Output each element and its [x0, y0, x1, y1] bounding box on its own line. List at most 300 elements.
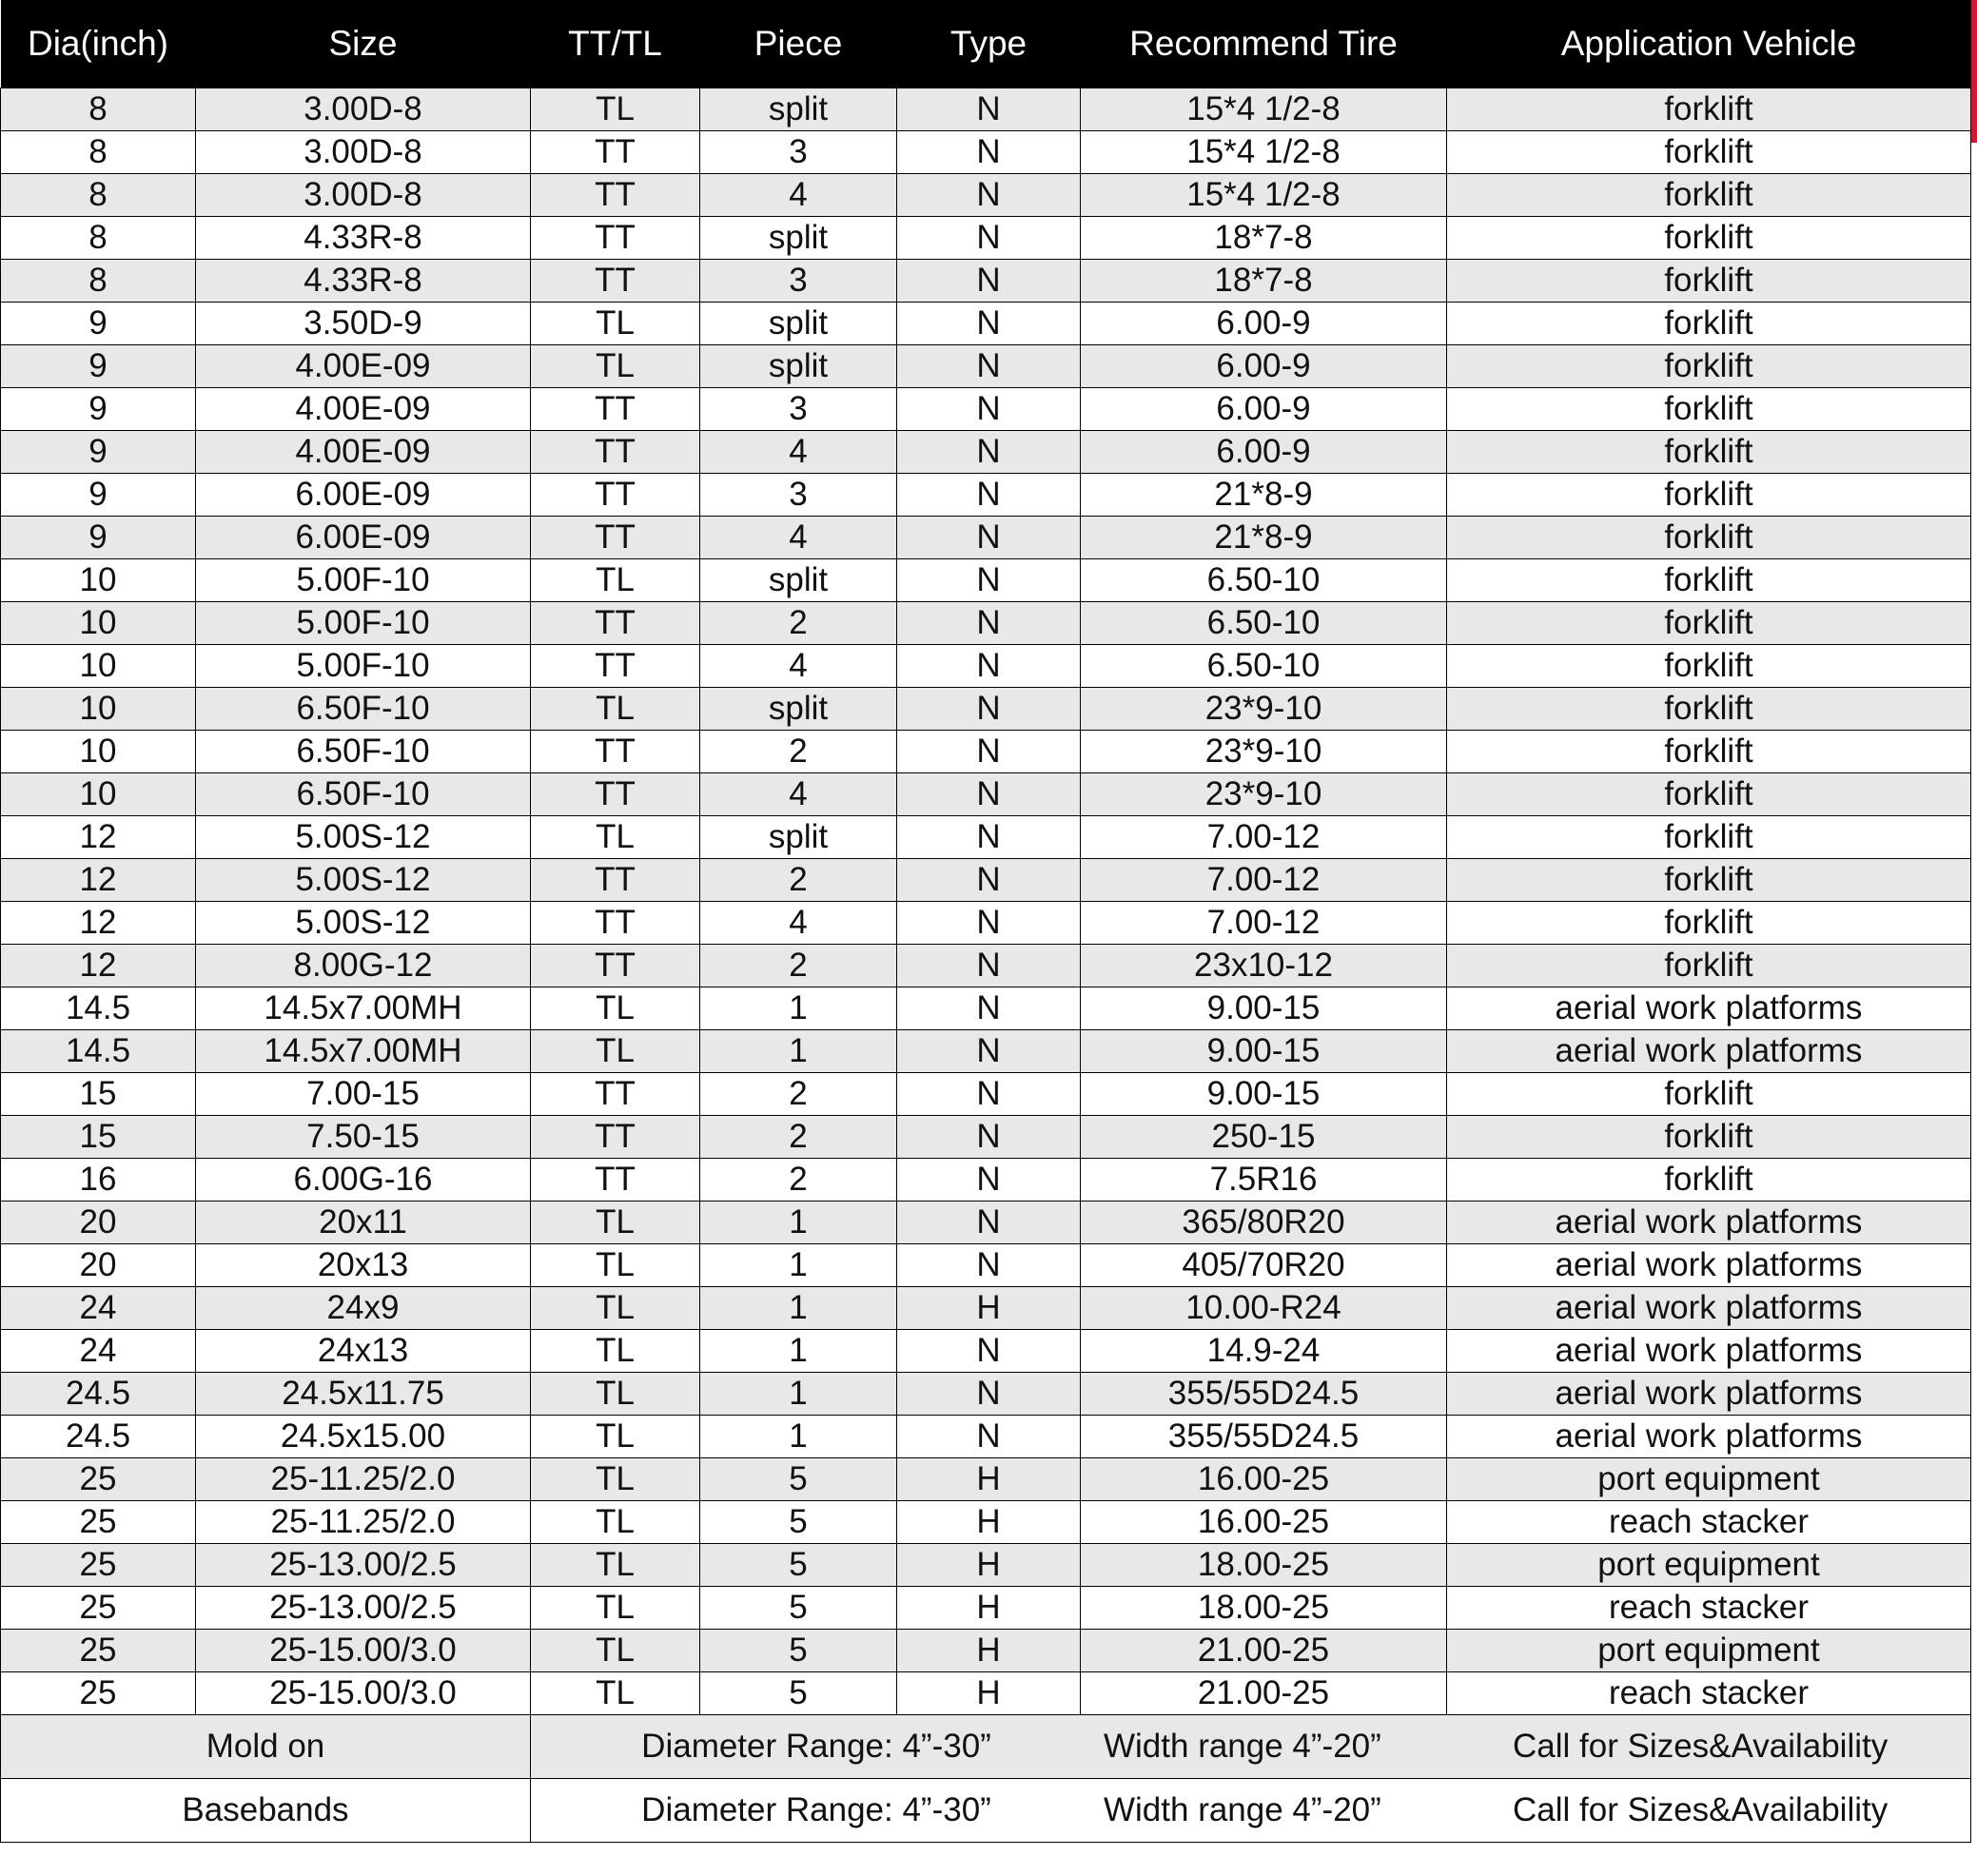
cell-dia: 10 — [1, 559, 196, 602]
cell-tt-tl: TT — [531, 517, 700, 559]
cell-piece: split — [700, 559, 897, 602]
cell-size: 4.00E-09 — [196, 431, 531, 474]
cell-recommend-tire: 23*9-10 — [1081, 688, 1447, 731]
table-row — [1, 559, 1971, 602]
cell-dia: 24.5 — [1, 1373, 196, 1416]
cell-size: 5.00F-10 — [196, 602, 531, 645]
cell-size: 24x13 — [196, 1330, 531, 1373]
table-row — [1, 1244, 1971, 1287]
cell-piece: 1 — [700, 1416, 897, 1458]
diameter-range: Diameter Range: 4”-30” — [641, 1791, 991, 1828]
cell-piece: 3 — [700, 474, 897, 517]
cell-tt-tl: TL — [531, 303, 700, 345]
cell-dia: 25 — [1, 1544, 196, 1587]
cell-dia: 8 — [1, 260, 196, 303]
cell-application-vehicle: forklift — [1447, 1073, 1971, 1116]
cell-application-vehicle: aerial work platforms — [1447, 1030, 1971, 1073]
cell-type: N — [897, 217, 1081, 260]
cell-piece: 2 — [700, 1116, 897, 1159]
cell-dia: 8 — [1, 131, 196, 174]
cell-type: N — [897, 388, 1081, 431]
cell-dia: 9 — [1, 388, 196, 431]
cell-application-vehicle: forklift — [1447, 945, 1971, 987]
table-row — [1, 1030, 1971, 1073]
cell-recommend-tire: 365/80R20 — [1081, 1202, 1447, 1244]
cell-recommend-tire: 6.50-10 — [1081, 602, 1447, 645]
cell-application-vehicle: forklift — [1447, 1116, 1971, 1159]
cell-recommend-tire: 405/70R20 — [1081, 1244, 1447, 1287]
cell-dia: 25 — [1, 1672, 196, 1715]
cell-type: H — [897, 1630, 1081, 1672]
footer-range-cell — [531, 1779, 1971, 1843]
cell-size: 14.5x7.00MH — [196, 987, 531, 1030]
table-row — [1, 1330, 1971, 1373]
width-range: Width range 4”-20” — [1104, 1728, 1381, 1765]
cell-piece: 2 — [700, 945, 897, 987]
cell-type: H — [897, 1458, 1081, 1501]
cell-size: 24.5x15.00 — [196, 1416, 531, 1458]
cell-dia: 9 — [1, 474, 196, 517]
cell-application-vehicle: forklift — [1447, 303, 1971, 345]
cell-type: N — [897, 1073, 1081, 1116]
cell-dia: 25 — [1, 1458, 196, 1501]
cell-recommend-tire: 7.00-12 — [1081, 902, 1447, 945]
table-row — [1, 174, 1971, 217]
cell-recommend-tire: 14.9-24 — [1081, 1330, 1447, 1373]
cell-piece: 1 — [700, 1030, 897, 1073]
table-body — [1, 88, 1971, 1715]
cell-type: N — [897, 1416, 1081, 1458]
cell-type: N — [897, 131, 1081, 174]
cell-tt-tl: TL — [531, 559, 700, 602]
table-row — [1, 1458, 1971, 1501]
table-row — [1, 1630, 1971, 1672]
cell-size: 6.00G-16 — [196, 1159, 531, 1202]
cell-piece: 3 — [700, 388, 897, 431]
cell-type: N — [897, 474, 1081, 517]
table-row — [1, 1116, 1971, 1159]
cell-piece: 5 — [700, 1587, 897, 1630]
table-row — [1, 388, 1971, 431]
table-row — [1, 859, 1971, 902]
cell-piece: 5 — [700, 1501, 897, 1544]
cell-size: 14.5x7.00MH — [196, 1030, 531, 1073]
footer-label: Basebands — [1, 1779, 531, 1843]
header-tt-tl: TT/TL — [531, 0, 700, 88]
cell-piece: 5 — [700, 1630, 897, 1672]
cell-dia: 20 — [1, 1202, 196, 1244]
table-row — [1, 688, 1971, 731]
cell-application-vehicle: aerial work platforms — [1447, 1330, 1971, 1373]
cell-piece: 1 — [700, 1287, 897, 1330]
cell-piece: 3 — [700, 131, 897, 174]
cell-type: N — [897, 945, 1081, 987]
cell-type: H — [897, 1501, 1081, 1544]
cell-piece: 2 — [700, 859, 897, 902]
cell-size: 7.50-15 — [196, 1116, 531, 1159]
cell-tt-tl: TT — [531, 773, 700, 816]
cell-piece: 4 — [700, 431, 897, 474]
table-row — [1, 260, 1971, 303]
cell-piece: split — [700, 303, 897, 345]
cell-size: 7.00-15 — [196, 1073, 531, 1116]
cell-recommend-tire: 21.00-25 — [1081, 1672, 1447, 1715]
table-row — [1, 945, 1971, 987]
cell-recommend-tire: 9.00-15 — [1081, 1030, 1447, 1073]
cell-piece: 4 — [700, 517, 897, 559]
cell-application-vehicle: forklift — [1447, 388, 1971, 431]
cell-piece: 1 — [700, 987, 897, 1030]
cell-recommend-tire: 23*9-10 — [1081, 773, 1447, 816]
cell-application-vehicle: forklift — [1447, 517, 1971, 559]
cell-dia: 16 — [1, 1159, 196, 1202]
cell-size: 25-13.00/2.5 — [196, 1544, 531, 1587]
cell-size: 5.00S-12 — [196, 859, 531, 902]
table-row — [1, 645, 1971, 688]
cell-tt-tl: TL — [531, 987, 700, 1030]
cell-application-vehicle: reach stacker — [1447, 1501, 1971, 1544]
cell-application-vehicle: forklift — [1447, 474, 1971, 517]
availability-note: Call for Sizes&Availability — [1513, 1791, 1889, 1828]
cell-piece: 3 — [700, 260, 897, 303]
cell-size: 20x11 — [196, 1202, 531, 1244]
cell-piece: 2 — [700, 731, 897, 773]
cell-type: N — [897, 1159, 1081, 1202]
cell-dia: 10 — [1, 688, 196, 731]
cell-type: H — [897, 1587, 1081, 1630]
cell-application-vehicle: forklift — [1447, 174, 1971, 217]
table-row — [1, 131, 1971, 174]
cell-type: N — [897, 773, 1081, 816]
cell-tt-tl: TT — [531, 902, 700, 945]
cell-recommend-tire: 6.00-9 — [1081, 431, 1447, 474]
cell-tt-tl: TL — [531, 1544, 700, 1587]
cell-recommend-tire: 18*7-8 — [1081, 260, 1447, 303]
cell-application-vehicle: aerial work platforms — [1447, 1287, 1971, 1330]
table-row — [1, 731, 1971, 773]
cell-dia: 10 — [1, 731, 196, 773]
cell-piece: split — [700, 88, 897, 131]
table-row — [1, 345, 1971, 388]
cell-piece: 1 — [700, 1373, 897, 1416]
cell-type: N — [897, 517, 1081, 559]
cell-tt-tl: TT — [531, 645, 700, 688]
cell-tt-tl: TL — [531, 345, 700, 388]
table-row — [1, 1501, 1971, 1544]
cell-piece: 2 — [700, 1159, 897, 1202]
table-row — [1, 902, 1971, 945]
header-size: Size — [196, 0, 531, 88]
cell-recommend-tire: 7.00-12 — [1081, 859, 1447, 902]
cell-tt-tl: TL — [531, 1030, 700, 1073]
cell-size: 25-13.00/2.5 — [196, 1587, 531, 1630]
cell-dia: 24.5 — [1, 1416, 196, 1458]
cell-type: N — [897, 345, 1081, 388]
cell-dia: 9 — [1, 517, 196, 559]
cell-tt-tl: TL — [531, 1330, 700, 1373]
cell-dia: 25 — [1, 1630, 196, 1672]
cell-application-vehicle: forklift — [1447, 773, 1971, 816]
cell-size: 25-15.00/3.0 — [196, 1630, 531, 1672]
cell-recommend-tire: 16.00-25 — [1081, 1458, 1447, 1501]
cell-tt-tl: TT — [531, 260, 700, 303]
cell-recommend-tire: 6.00-9 — [1081, 388, 1447, 431]
table-row — [1, 1073, 1971, 1116]
cell-piece: 4 — [700, 645, 897, 688]
header-application-vehicle: Application Vehicle — [1447, 0, 1971, 88]
cell-type: N — [897, 602, 1081, 645]
cell-application-vehicle: forklift — [1447, 859, 1971, 902]
table-row — [1, 1202, 1971, 1244]
cell-dia: 24 — [1, 1330, 196, 1373]
cell-tt-tl: TL — [531, 1501, 700, 1544]
cell-piece: 1 — [700, 1244, 897, 1287]
cell-dia: 9 — [1, 303, 196, 345]
cell-dia: 9 — [1, 431, 196, 474]
cell-recommend-tire: 23*9-10 — [1081, 731, 1447, 773]
cell-size: 3.50D-9 — [196, 303, 531, 345]
cell-type: N — [897, 260, 1081, 303]
cell-recommend-tire: 10.00-R24 — [1081, 1287, 1447, 1330]
cell-dia: 10 — [1, 773, 196, 816]
cell-dia: 24 — [1, 1287, 196, 1330]
cell-recommend-tire: 15*4 1/2-8 — [1081, 131, 1447, 174]
cell-size: 6.00E-09 — [196, 474, 531, 517]
cell-tt-tl: TL — [531, 1672, 700, 1715]
cell-recommend-tire: 18*7-8 — [1081, 217, 1447, 260]
cell-tt-tl: TL — [531, 88, 700, 131]
cell-application-vehicle: forklift — [1447, 88, 1971, 131]
cell-size: 24.5x11.75 — [196, 1373, 531, 1416]
cell-application-vehicle: forklift — [1447, 602, 1971, 645]
cell-recommend-tire: 355/55D24.5 — [1081, 1373, 1447, 1416]
table-row — [1, 431, 1971, 474]
cell-tt-tl: TL — [531, 816, 700, 859]
cell-recommend-tire: 16.00-25 — [1081, 1501, 1447, 1544]
cell-application-vehicle: port equipment — [1447, 1630, 1971, 1672]
cell-dia: 12 — [1, 902, 196, 945]
cell-type: N — [897, 174, 1081, 217]
table-row — [1, 1287, 1971, 1330]
cell-piece: 1 — [700, 1202, 897, 1244]
cell-tt-tl: TT — [531, 859, 700, 902]
cell-dia: 14.5 — [1, 987, 196, 1030]
cell-tt-tl: TT — [531, 731, 700, 773]
cell-application-vehicle: forklift — [1447, 260, 1971, 303]
cell-piece: 2 — [700, 1073, 897, 1116]
cell-size: 5.00F-10 — [196, 645, 531, 688]
cell-application-vehicle: port equipment — [1447, 1544, 1971, 1587]
cell-application-vehicle: forklift — [1447, 688, 1971, 731]
diameter-range: Diameter Range: 4”-30” — [641, 1728, 991, 1765]
cell-size: 6.50F-10 — [196, 773, 531, 816]
cell-tt-tl: TT — [531, 388, 700, 431]
table-row — [1, 816, 1971, 859]
table-row — [1, 987, 1971, 1030]
table-header-row — [1, 0, 1971, 88]
cell-size: 3.00D-8 — [196, 88, 531, 131]
cell-tt-tl: TL — [531, 1587, 700, 1630]
table-row — [1, 1159, 1971, 1202]
cell-type: N — [897, 1373, 1081, 1416]
cell-type: N — [897, 902, 1081, 945]
cell-tt-tl: TT — [531, 174, 700, 217]
cell-size: 6.50F-10 — [196, 731, 531, 773]
cell-recommend-tire: 23x10-12 — [1081, 945, 1447, 987]
cell-type: N — [897, 559, 1081, 602]
footer-label: Mold on — [1, 1715, 531, 1779]
cell-type: N — [897, 88, 1081, 131]
cell-size: 24x9 — [196, 1287, 531, 1330]
header-recommend-tire: Recommend Tire — [1081, 0, 1447, 88]
cell-tt-tl: TL — [531, 1458, 700, 1501]
cell-type: N — [897, 859, 1081, 902]
cell-tt-tl: TL — [531, 1630, 700, 1672]
cell-application-vehicle: forklift — [1447, 217, 1971, 260]
cell-recommend-tire: 6.00-9 — [1081, 303, 1447, 345]
cell-type: H — [897, 1287, 1081, 1330]
cell-size: 4.00E-09 — [196, 345, 531, 388]
cell-application-vehicle: reach stacker — [1447, 1672, 1971, 1715]
cell-dia: 12 — [1, 859, 196, 902]
cell-piece: 1 — [700, 1330, 897, 1373]
cell-tt-tl: TT — [531, 474, 700, 517]
cell-size: 5.00F-10 — [196, 559, 531, 602]
cell-application-vehicle: forklift — [1447, 645, 1971, 688]
cell-tt-tl: TT — [531, 131, 700, 174]
cell-type: N — [897, 688, 1081, 731]
cell-dia: 12 — [1, 945, 196, 987]
cell-tt-tl: TL — [531, 1416, 700, 1458]
table-row — [1, 1416, 1971, 1458]
header-piece: Piece — [700, 0, 897, 88]
cell-recommend-tire: 9.00-15 — [1081, 1073, 1447, 1116]
cell-application-vehicle: aerial work platforms — [1447, 1202, 1971, 1244]
cell-dia: 9 — [1, 345, 196, 388]
cell-piece: 4 — [700, 902, 897, 945]
cell-size: 3.00D-8 — [196, 174, 531, 217]
cell-tt-tl: TL — [531, 1373, 700, 1416]
cell-piece: split — [700, 816, 897, 859]
cell-application-vehicle: port equipment — [1447, 1458, 1971, 1501]
cell-type: N — [897, 303, 1081, 345]
cell-size: 4.33R-8 — [196, 260, 531, 303]
cell-recommend-tire: 21*8-9 — [1081, 474, 1447, 517]
cell-size: 8.00G-12 — [196, 945, 531, 987]
cell-recommend-tire: 7.00-12 — [1081, 816, 1447, 859]
cell-recommend-tire: 21.00-25 — [1081, 1630, 1447, 1672]
table-row — [1, 1544, 1971, 1587]
cell-type: N — [897, 1030, 1081, 1073]
cell-application-vehicle: forklift — [1447, 731, 1971, 773]
cell-piece: split — [700, 688, 897, 731]
cell-piece: 5 — [700, 1672, 897, 1715]
cell-application-vehicle: aerial work platforms — [1447, 987, 1971, 1030]
cell-recommend-tire: 7.5R16 — [1081, 1159, 1447, 1202]
cell-dia: 10 — [1, 645, 196, 688]
table-row — [1, 1672, 1971, 1715]
cell-type: H — [897, 1672, 1081, 1715]
table-row — [1, 474, 1971, 517]
cell-application-vehicle: forklift — [1447, 1159, 1971, 1202]
cell-tt-tl: TT — [531, 1159, 700, 1202]
cell-piece: 5 — [700, 1458, 897, 1501]
cell-size: 25-11.25/2.0 — [196, 1501, 531, 1544]
cell-recommend-tire: 6.50-10 — [1081, 645, 1447, 688]
cell-dia: 20 — [1, 1244, 196, 1287]
cell-tt-tl: TT — [531, 1116, 700, 1159]
cell-size: 20x13 — [196, 1244, 531, 1287]
cell-recommend-tire: 9.00-15 — [1081, 987, 1447, 1030]
cell-dia: 12 — [1, 816, 196, 859]
cell-recommend-tire: 21*8-9 — [1081, 517, 1447, 559]
cell-dia: 15 — [1, 1073, 196, 1116]
cell-size: 4.00E-09 — [196, 388, 531, 431]
cell-size: 5.00S-12 — [196, 816, 531, 859]
cell-size: 25-15.00/3.0 — [196, 1672, 531, 1715]
table-row — [1, 602, 1971, 645]
cell-application-vehicle: forklift — [1447, 345, 1971, 388]
cell-type: N — [897, 1244, 1081, 1287]
cell-piece: 4 — [700, 773, 897, 816]
cell-recommend-tire: 250-15 — [1081, 1116, 1447, 1159]
cell-application-vehicle: aerial work platforms — [1447, 1416, 1971, 1458]
cell-type: N — [897, 816, 1081, 859]
cell-application-vehicle: reach stacker — [1447, 1587, 1971, 1630]
cell-piece: 2 — [700, 602, 897, 645]
cell-tt-tl: TL — [531, 1202, 700, 1244]
cell-size: 25-11.25/2.0 — [196, 1458, 531, 1501]
width-range: Width range 4”-20” — [1104, 1791, 1381, 1828]
cell-type: N — [897, 987, 1081, 1030]
cell-piece: 4 — [700, 174, 897, 217]
availability-note: Call for Sizes&Availability — [1513, 1728, 1889, 1765]
cell-recommend-tire: 6.00-9 — [1081, 345, 1447, 388]
table-row — [1, 217, 1971, 260]
cell-recommend-tire: 15*4 1/2-8 — [1081, 174, 1447, 217]
cell-dia: 14.5 — [1, 1030, 196, 1073]
table-row — [1, 773, 1971, 816]
cell-dia: 8 — [1, 174, 196, 217]
red-accent-bar — [1970, 0, 1977, 143]
cell-type: N — [897, 1116, 1081, 1159]
cell-dia: 15 — [1, 1116, 196, 1159]
cell-tt-tl: TT — [531, 602, 700, 645]
cell-size: 6.00E-09 — [196, 517, 531, 559]
cell-dia: 8 — [1, 217, 196, 260]
footer-row-mold-on — [1, 1715, 1971, 1779]
cell-type: H — [897, 1544, 1081, 1587]
cell-application-vehicle: forklift — [1447, 902, 1971, 945]
cell-piece: split — [700, 217, 897, 260]
cell-recommend-tire: 355/55D24.5 — [1081, 1416, 1447, 1458]
cell-application-vehicle: forklift — [1447, 131, 1971, 174]
cell-size: 5.00S-12 — [196, 902, 531, 945]
cell-piece: split — [700, 345, 897, 388]
cell-type: N — [897, 1330, 1081, 1373]
cell-dia: 25 — [1, 1501, 196, 1544]
cell-tt-tl: TL — [531, 688, 700, 731]
cell-application-vehicle: forklift — [1447, 559, 1971, 602]
cell-size: 4.33R-8 — [196, 217, 531, 260]
cell-dia: 25 — [1, 1587, 196, 1630]
cell-tt-tl: TT — [531, 217, 700, 260]
table-row — [1, 1587, 1971, 1630]
cell-dia: 10 — [1, 602, 196, 645]
header-dia: Dia(inch) — [1, 0, 196, 88]
cell-application-vehicle: aerial work platforms — [1447, 1373, 1971, 1416]
cell-tt-tl: TT — [531, 945, 700, 987]
